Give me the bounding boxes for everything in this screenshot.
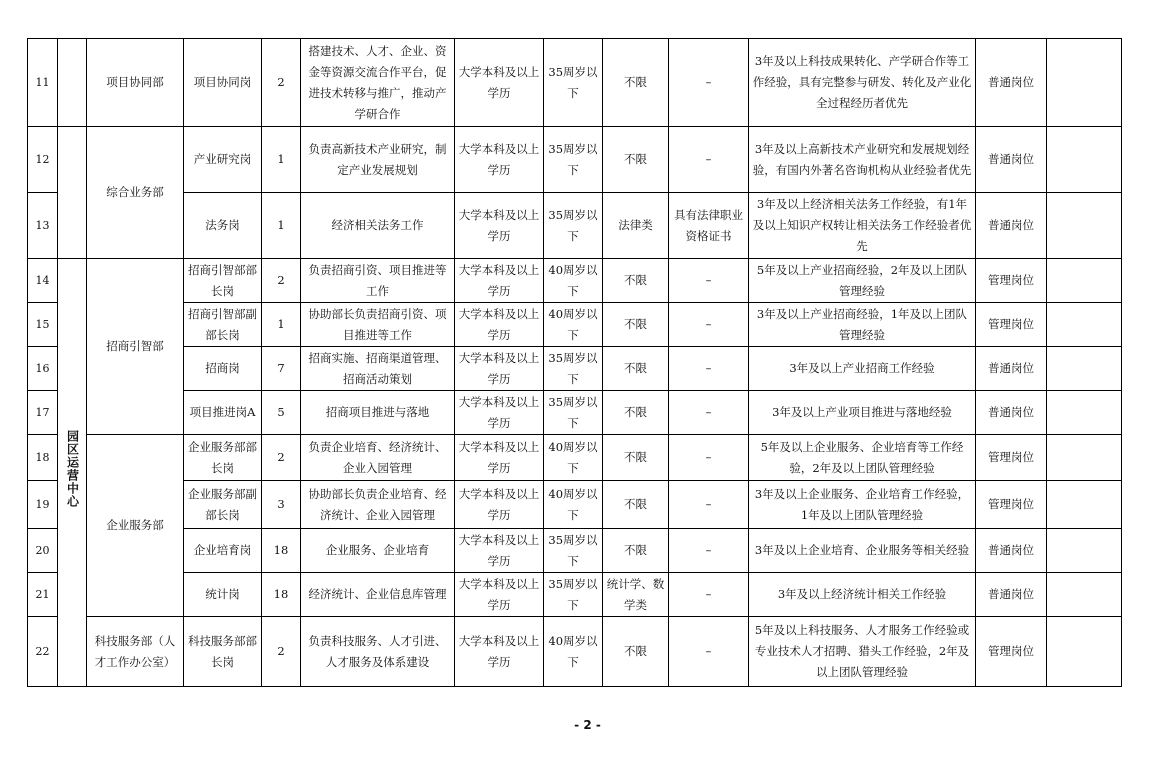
post-type: 普通岗位: [976, 391, 1047, 435]
age-limit: 35周岁以下: [544, 573, 603, 617]
education: 大学本科及以上学历: [455, 347, 544, 391]
center-name-cell: [58, 259, 87, 687]
duty: 负责招商引资、项目推进等工作: [301, 259, 455, 303]
center-cell-top: [58, 39, 87, 127]
headcount: 2: [262, 259, 301, 303]
requirements: 3年及以上产业招商工作经验: [749, 347, 976, 391]
major: 不限: [603, 347, 669, 391]
table-row: [28, 193, 1122, 259]
major: 不限: [603, 303, 669, 347]
education: 大学本科及以上学历: [455, 259, 544, 303]
certificate: –: [669, 529, 749, 573]
post-name: 项目推进岗A: [184, 391, 262, 435]
education: 大学本科及以上学历: [455, 303, 544, 347]
major: 不限: [603, 39, 669, 127]
post-type: 普通岗位: [976, 347, 1047, 391]
note: [1047, 193, 1122, 259]
certificate: –: [669, 347, 749, 391]
row-number: 21: [28, 573, 58, 617]
row-number: 11: [28, 39, 58, 127]
note: [1047, 481, 1122, 529]
major: 不限: [603, 391, 669, 435]
table-row: [28, 617, 1122, 687]
headcount: 2: [262, 39, 301, 127]
major: 不限: [603, 617, 669, 687]
major: 不限: [603, 259, 669, 303]
major: 不限: [603, 435, 669, 481]
post-name: 企业培育岗: [184, 529, 262, 573]
row-number: 16: [28, 347, 58, 391]
headcount: 5: [262, 391, 301, 435]
page-number: - 2 -: [574, 718, 601, 732]
post-type: 普通岗位: [976, 529, 1047, 573]
education: 大学本科及以上学历: [455, 193, 544, 259]
department: 招商引智部: [87, 259, 184, 435]
education: 大学本科及以上学历: [455, 435, 544, 481]
duty: 经济相关法务工作: [301, 193, 455, 259]
requirements: 5年及以上企业服务、企业培育等工作经验，2年及以上团队管理经验: [749, 435, 976, 481]
post-name: 企业服务部副部长岗: [184, 481, 262, 529]
duty: 负责科技服务、人才引进、人才服务及体系建设: [301, 617, 455, 687]
table-row: [28, 391, 1122, 435]
post-name: 统计岗: [184, 573, 262, 617]
duty: 经济统计、企业信息库管理: [301, 573, 455, 617]
requirements: 3年及以上高新技术产业研究和发展规划经验，有国内外著名咨询机构从业经验者优先: [749, 127, 976, 193]
age-limit: 35周岁以下: [544, 529, 603, 573]
education: 大学本科及以上学历: [455, 481, 544, 529]
table-row: [28, 573, 1122, 617]
post-name: 科技服务部部长岗: [184, 617, 262, 687]
age-limit: 40周岁以下: [544, 303, 603, 347]
post-type: 普通岗位: [976, 39, 1047, 127]
major: 不限: [603, 127, 669, 193]
certificate: –: [669, 573, 749, 617]
certificate: 具有法律职业资格证书: [669, 193, 749, 259]
headcount: 2: [262, 435, 301, 481]
note: [1047, 303, 1122, 347]
duty: 招商项目推进与落地: [301, 391, 455, 435]
requirements: 3年及以上经济统计相关工作经验: [749, 573, 976, 617]
note: [1047, 529, 1122, 573]
row-number: 13: [28, 193, 58, 259]
major: 不限: [603, 529, 669, 573]
note: [1047, 39, 1122, 127]
education: 大学本科及以上学历: [455, 617, 544, 687]
duty: 协助部长负责招商引资、项目推进等工作: [301, 303, 455, 347]
age-limit: 35周岁以下: [544, 193, 603, 259]
table-row: [28, 259, 1122, 303]
headcount: 3: [262, 481, 301, 529]
row-number: 15: [28, 303, 58, 347]
age-limit: 40周岁以下: [544, 259, 603, 303]
post-type: 管理岗位: [976, 435, 1047, 481]
requirements: 3年及以上产业招商经验，1年及以上团队管理经验: [749, 303, 976, 347]
certificate: –: [669, 391, 749, 435]
center-label: 园区运营中心: [65, 430, 80, 508]
requirements: 3年及以上科技成果转化、产学研合作等工作经验，具有完整参与研发、转化及产业化全过程经历者优先: [749, 39, 976, 127]
certificate: –: [669, 259, 749, 303]
note: [1047, 347, 1122, 391]
duty: 协助部长负责企业培育、经济统计、企业入园管理: [301, 481, 455, 529]
education: 大学本科及以上学历: [455, 39, 544, 127]
post-name: 项目协同岗: [184, 39, 262, 127]
post-type: 管理岗位: [976, 481, 1047, 529]
post-type: 管理岗位: [976, 617, 1047, 687]
major: 法律类: [603, 193, 669, 259]
department: 综合业务部: [87, 127, 184, 259]
age-limit: 35周岁以下: [544, 347, 603, 391]
post-type: 管理岗位: [976, 259, 1047, 303]
education: 大学本科及以上学历: [455, 529, 544, 573]
row-number: 22: [28, 617, 58, 687]
age-limit: 40周岁以下: [544, 481, 603, 529]
certificate: –: [669, 127, 749, 193]
post-type: 普通岗位: [976, 573, 1047, 617]
requirements: 3年及以上产业项目推进与落地经验: [749, 391, 976, 435]
department: 项目协同部: [87, 39, 184, 127]
table-row: [28, 347, 1122, 391]
note: [1047, 435, 1122, 481]
age-limit: 40周岁以下: [544, 435, 603, 481]
major: 统计学、数学类: [603, 573, 669, 617]
headcount: 18: [262, 573, 301, 617]
age-limit: 35周岁以下: [544, 391, 603, 435]
post-name: 招商岗: [184, 347, 262, 391]
department: 企业服务部: [87, 435, 184, 617]
requirements: 5年及以上产业招商经验，2年及以上团队管理经验: [749, 259, 976, 303]
education: 大学本科及以上学历: [455, 127, 544, 193]
row-number: 17: [28, 391, 58, 435]
requirements: 3年及以上企业培育、企业服务等相关经验: [749, 529, 976, 573]
table-row: [28, 529, 1122, 573]
certificate: –: [669, 617, 749, 687]
row-number: 12: [28, 127, 58, 193]
duty: 企业服务、企业培育: [301, 529, 455, 573]
table-row: [28, 39, 1122, 127]
row-number: 20: [28, 529, 58, 573]
age-limit: 35周岁以下: [544, 127, 603, 193]
major: 不限: [603, 481, 669, 529]
headcount: 1: [262, 303, 301, 347]
note: [1047, 259, 1122, 303]
table-row: [28, 435, 1122, 481]
post-name: 企业服务部部长岗: [184, 435, 262, 481]
post-name: 法务岗: [184, 193, 262, 259]
note: [1047, 573, 1122, 617]
age-limit: 35周岁以下: [544, 39, 603, 127]
department: 科技服务部（人才工作办公室）: [87, 617, 184, 687]
post-type: 管理岗位: [976, 303, 1047, 347]
certificate: –: [669, 435, 749, 481]
requirements: 5年及以上科技服务、人才服务工作经验或专业技术人才招聘、猎头工作经验，2年及以上团队管理经验: [749, 617, 976, 687]
post-name: 产业研究岗: [184, 127, 262, 193]
education: 大学本科及以上学历: [455, 573, 544, 617]
duty: 搭建技术、人才、企业、资金等资源交流合作平台，促进技术转移与推广，推动产学研合作: [301, 39, 455, 127]
center-cell-upper: [58, 127, 87, 259]
post-name: 招商引智部部长岗: [184, 259, 262, 303]
duty: 招商实施、招商渠道管理、招商活动策划: [301, 347, 455, 391]
table-row: [28, 127, 1122, 193]
education: 大学本科及以上学历: [455, 391, 544, 435]
row-number: 19: [28, 481, 58, 529]
post-type: 普通岗位: [976, 193, 1047, 259]
row-number: 14: [28, 259, 58, 303]
headcount: 1: [262, 127, 301, 193]
age-limit: 40周岁以下: [544, 617, 603, 687]
certificate: –: [669, 481, 749, 529]
duty: 负责高新技术产业研究，制定产业发展规划: [301, 127, 455, 193]
duty: 负责企业培育、经济统计、企业入园管理: [301, 435, 455, 481]
table-row: [28, 303, 1122, 347]
headcount: 7: [262, 347, 301, 391]
requirements: 3年及以上企业服务、企业培育工作经验，1年及以上团队管理经验: [749, 481, 976, 529]
headcount: 1: [262, 193, 301, 259]
headcount: 18: [262, 529, 301, 573]
requirements: 3年及以上经济相关法务工作经验，有1年及以上知识产权转让相关法务工作经验者优先: [749, 193, 976, 259]
headcount: 2: [262, 617, 301, 687]
note: [1047, 391, 1122, 435]
row-number: 18: [28, 435, 58, 481]
note: [1047, 617, 1122, 687]
post-type: 普通岗位: [976, 127, 1047, 193]
certificate: –: [669, 303, 749, 347]
certificate: –: [669, 39, 749, 127]
note: [1047, 127, 1122, 193]
recruitment-table: [27, 38, 1122, 687]
post-name: 招商引智部副部长岗: [184, 303, 262, 347]
table-row: [28, 481, 1122, 529]
